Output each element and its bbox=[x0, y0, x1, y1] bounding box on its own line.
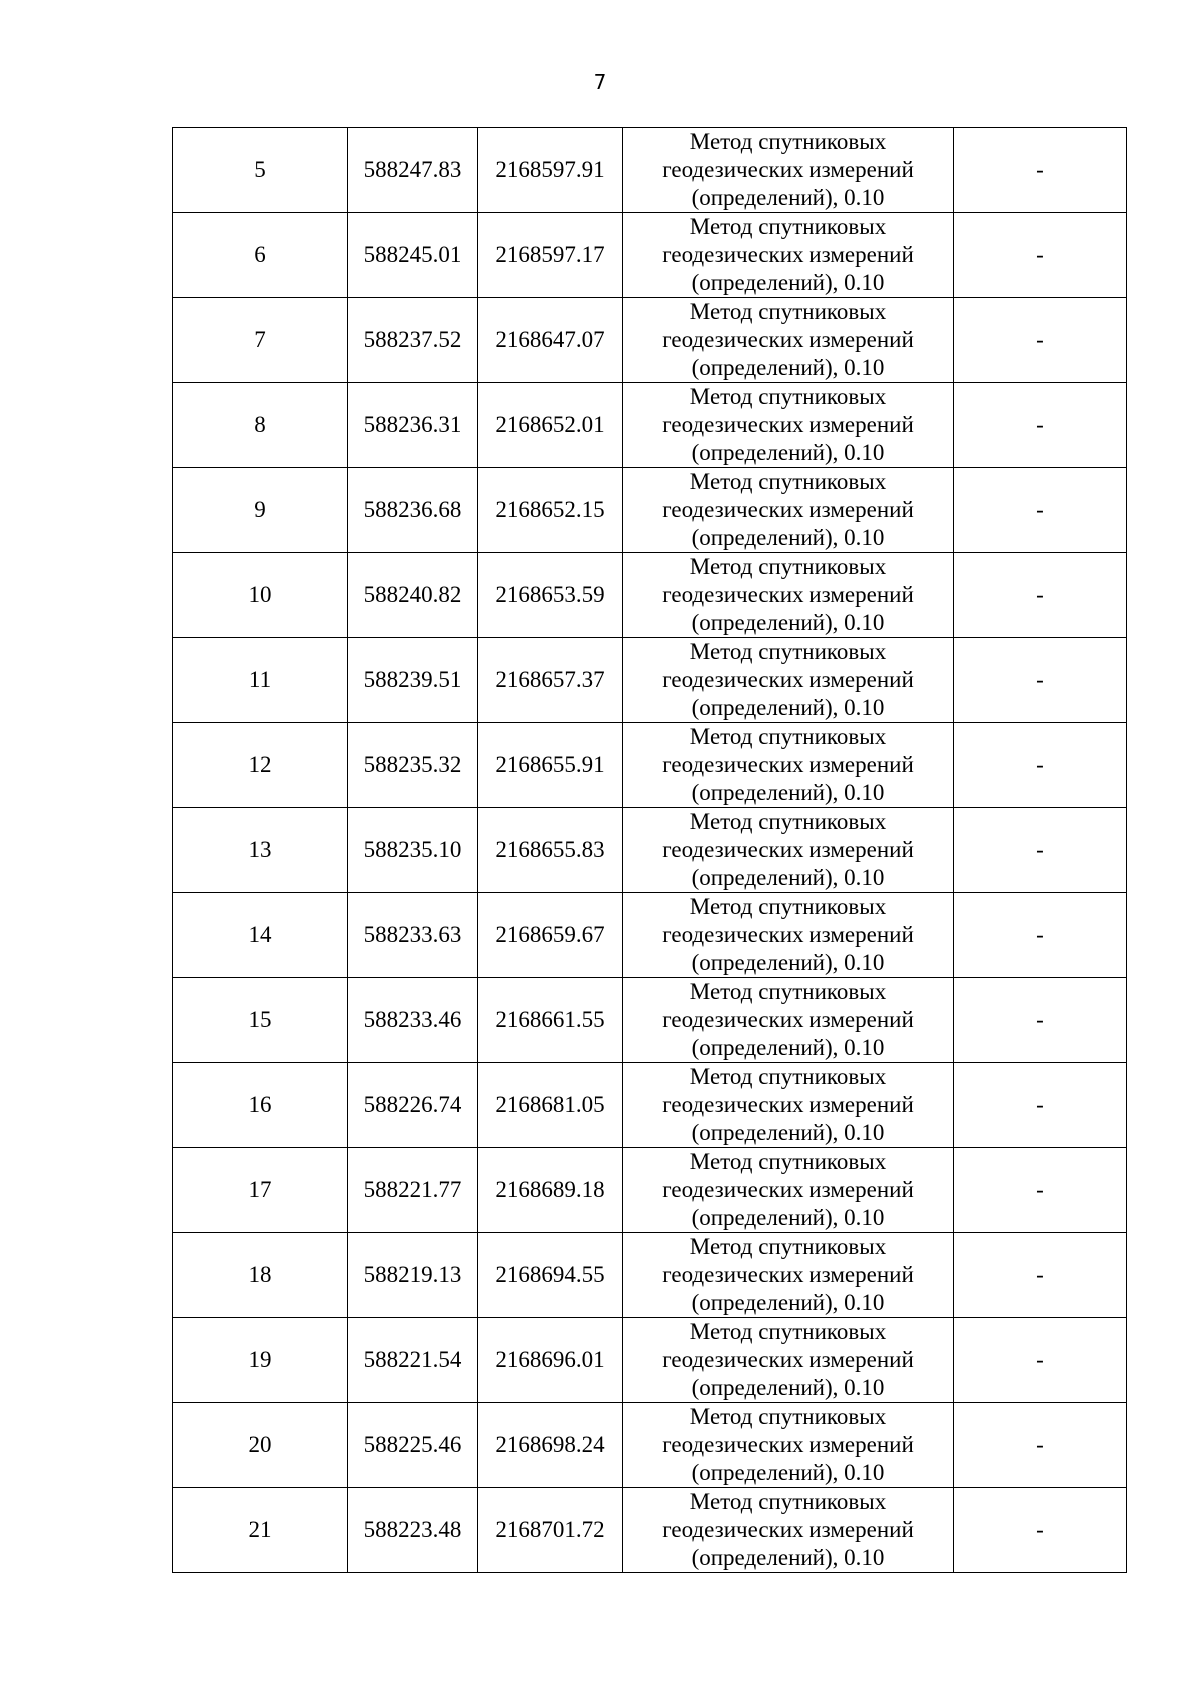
point-number-cell: 8 bbox=[173, 383, 348, 468]
x-coordinate-cell: 588236.31 bbox=[348, 383, 478, 468]
point-description-cell: - bbox=[954, 298, 1127, 383]
method-accuracy-text: Метод спутниковых геодезических измерений (определений), 0.10 bbox=[662, 1064, 914, 1145]
point-description-cell: - bbox=[954, 213, 1127, 298]
table-row bbox=[173, 1318, 1127, 1403]
x-coordinate-cell: 588225.46 bbox=[348, 1403, 478, 1488]
table-row bbox=[173, 893, 1127, 978]
point-number-cell: 10 bbox=[173, 553, 348, 638]
point-description-cell: - bbox=[954, 1063, 1127, 1148]
method-accuracy-text: Метод спутниковых геодезических измерений (определений), 0.10 bbox=[662, 809, 914, 890]
point-number-cell: 16 bbox=[173, 1063, 348, 1148]
coordinates-table bbox=[172, 127, 1127, 1573]
method-accuracy-cell bbox=[623, 978, 954, 1063]
method-accuracy-cell bbox=[623, 298, 954, 383]
point-number-cell: 6 bbox=[173, 213, 348, 298]
method-accuracy-text: Метод спутниковых геодезических измерений (определений), 0.10 bbox=[662, 1149, 914, 1230]
method-accuracy-text: Метод спутниковых геодезических измерений (определений), 0.10 bbox=[662, 214, 914, 295]
method-accuracy-text: Метод спутниковых геодезических измерений (определений), 0.10 bbox=[662, 979, 914, 1060]
method-accuracy-text: Метод спутниковых геодезических измерений (определений), 0.10 bbox=[662, 1489, 914, 1570]
table-row bbox=[173, 1403, 1127, 1488]
y-coordinate-cell: 2168652.15 bbox=[478, 468, 623, 553]
point-description-cell: - bbox=[954, 978, 1127, 1063]
method-accuracy-cell bbox=[623, 213, 954, 298]
table-row bbox=[173, 808, 1127, 893]
method-accuracy-cell bbox=[623, 723, 954, 808]
point-number-cell: 15 bbox=[173, 978, 348, 1063]
point-description-cell: - bbox=[954, 808, 1127, 893]
x-coordinate-cell: 588247.83 bbox=[348, 128, 478, 213]
point-description-cell: - bbox=[954, 638, 1127, 723]
x-coordinate-cell: 588245.01 bbox=[348, 213, 478, 298]
table-row bbox=[173, 383, 1127, 468]
y-coordinate-cell: 2168681.05 bbox=[478, 1063, 623, 1148]
x-coordinate-cell: 588221.54 bbox=[348, 1318, 478, 1403]
x-coordinate-cell: 588221.77 bbox=[348, 1148, 478, 1233]
point-number-cell: 7 bbox=[173, 298, 348, 383]
method-accuracy-cell bbox=[623, 1233, 954, 1318]
y-coordinate-cell: 2168698.24 bbox=[478, 1403, 623, 1488]
x-coordinate-cell: 588235.32 bbox=[348, 723, 478, 808]
table-row bbox=[173, 298, 1127, 383]
x-coordinate-cell: 588240.82 bbox=[348, 553, 478, 638]
point-number-cell: 18 bbox=[173, 1233, 348, 1318]
x-coordinate-cell: 588239.51 bbox=[348, 638, 478, 723]
method-accuracy-text: Метод спутниковых геодезических измерений (определений), 0.10 bbox=[662, 639, 914, 720]
y-coordinate-cell: 2168689.18 bbox=[478, 1148, 623, 1233]
point-description-cell: - bbox=[954, 1233, 1127, 1318]
method-accuracy-cell bbox=[623, 893, 954, 978]
point-number-cell: 13 bbox=[173, 808, 348, 893]
method-accuracy-text: Метод спутниковых геодезических измерений (определений), 0.10 bbox=[662, 469, 914, 550]
x-coordinate-cell: 588237.52 bbox=[348, 298, 478, 383]
method-accuracy-text: Метод спутниковых геодезических измерений (определений), 0.10 bbox=[662, 894, 914, 975]
table-row bbox=[173, 978, 1127, 1063]
point-number-cell: 5 bbox=[173, 128, 348, 213]
x-coordinate-cell: 588233.63 bbox=[348, 893, 478, 978]
table-row bbox=[173, 1148, 1127, 1233]
point-number-cell: 11 bbox=[173, 638, 348, 723]
method-accuracy-text: Метод спутниковых геодезических измерений (определений), 0.10 bbox=[662, 1404, 914, 1485]
y-coordinate-cell: 2168659.67 bbox=[478, 893, 623, 978]
y-coordinate-cell: 2168657.37 bbox=[478, 638, 623, 723]
table-row bbox=[173, 1488, 1127, 1573]
method-accuracy-cell bbox=[623, 128, 954, 213]
x-coordinate-cell: 588235.10 bbox=[348, 808, 478, 893]
method-accuracy-text: Метод спутниковых геодезических измерений (определений), 0.10 bbox=[662, 299, 914, 380]
table-row bbox=[173, 723, 1127, 808]
point-number-cell: 12 bbox=[173, 723, 348, 808]
method-accuracy-cell bbox=[623, 1063, 954, 1148]
point-number-cell: 14 bbox=[173, 893, 348, 978]
y-coordinate-cell: 2168655.83 bbox=[478, 808, 623, 893]
point-number-cell: 19 bbox=[173, 1318, 348, 1403]
y-coordinate-cell: 2168647.07 bbox=[478, 298, 623, 383]
x-coordinate-cell: 588219.13 bbox=[348, 1233, 478, 1318]
point-description-cell: - bbox=[954, 1403, 1127, 1488]
point-description-cell: - bbox=[954, 553, 1127, 638]
y-coordinate-cell: 2168701.72 bbox=[478, 1488, 623, 1573]
coordinates-table-body bbox=[173, 128, 1127, 1573]
y-coordinate-cell: 2168652.01 bbox=[478, 383, 623, 468]
method-accuracy-text: Метод спутниковых геодезических измерений (определений), 0.10 bbox=[662, 1319, 914, 1400]
table-row bbox=[173, 468, 1127, 553]
method-accuracy-cell bbox=[623, 1403, 954, 1488]
point-number-cell: 21 bbox=[173, 1488, 348, 1573]
table-row bbox=[173, 638, 1127, 723]
x-coordinate-cell: 588223.48 bbox=[348, 1488, 478, 1573]
method-accuracy-cell bbox=[623, 383, 954, 468]
point-number-cell: 17 bbox=[173, 1148, 348, 1233]
table-row bbox=[173, 553, 1127, 638]
x-coordinate-cell: 588233.46 bbox=[348, 978, 478, 1063]
y-coordinate-cell: 2168597.91 bbox=[478, 128, 623, 213]
y-coordinate-cell: 2168653.59 bbox=[478, 553, 623, 638]
point-number-cell: 20 bbox=[173, 1403, 348, 1488]
point-description-cell: - bbox=[954, 468, 1127, 553]
table-row bbox=[173, 213, 1127, 298]
method-accuracy-text: Метод спутниковых геодезических измерений (определений), 0.10 bbox=[662, 554, 914, 635]
point-description-cell: - bbox=[954, 893, 1127, 978]
method-accuracy-cell bbox=[623, 1148, 954, 1233]
y-coordinate-cell: 2168655.91 bbox=[478, 723, 623, 808]
y-coordinate-cell: 2168694.55 bbox=[478, 1233, 623, 1318]
y-coordinate-cell: 2168597.17 bbox=[478, 213, 623, 298]
y-coordinate-cell: 2168696.01 bbox=[478, 1318, 623, 1403]
point-description-cell: - bbox=[954, 128, 1127, 213]
method-accuracy-text: Метод спутниковых геодезических измерений (определений), 0.10 bbox=[662, 724, 914, 805]
method-accuracy-cell bbox=[623, 553, 954, 638]
method-accuracy-text: Метод спутниковых геодезических измерений (определений), 0.10 bbox=[662, 1234, 914, 1315]
y-coordinate-cell: 2168661.55 bbox=[478, 978, 623, 1063]
table-row bbox=[173, 1233, 1127, 1318]
method-accuracy-cell bbox=[623, 1318, 954, 1403]
table-row bbox=[173, 128, 1127, 213]
point-number-cell: 9 bbox=[173, 468, 348, 553]
page-number: 7 bbox=[593, 70, 607, 94]
point-description-cell: - bbox=[954, 1148, 1127, 1233]
point-description-cell: - bbox=[954, 723, 1127, 808]
method-accuracy-text: Метод спутниковых геодезических измерений (определений), 0.10 bbox=[662, 384, 914, 465]
method-accuracy-cell bbox=[623, 638, 954, 723]
method-accuracy-cell bbox=[623, 808, 954, 893]
point-description-cell: - bbox=[954, 1488, 1127, 1573]
table-row bbox=[173, 1063, 1127, 1148]
method-accuracy-cell bbox=[623, 1488, 954, 1573]
point-description-cell: - bbox=[954, 383, 1127, 468]
x-coordinate-cell: 588236.68 bbox=[348, 468, 478, 553]
point-description-cell: - bbox=[954, 1318, 1127, 1403]
method-accuracy-cell bbox=[623, 468, 954, 553]
method-accuracy-text: Метод спутниковых геодезических измерений (определений), 0.10 bbox=[662, 129, 914, 210]
x-coordinate-cell: 588226.74 bbox=[348, 1063, 478, 1148]
